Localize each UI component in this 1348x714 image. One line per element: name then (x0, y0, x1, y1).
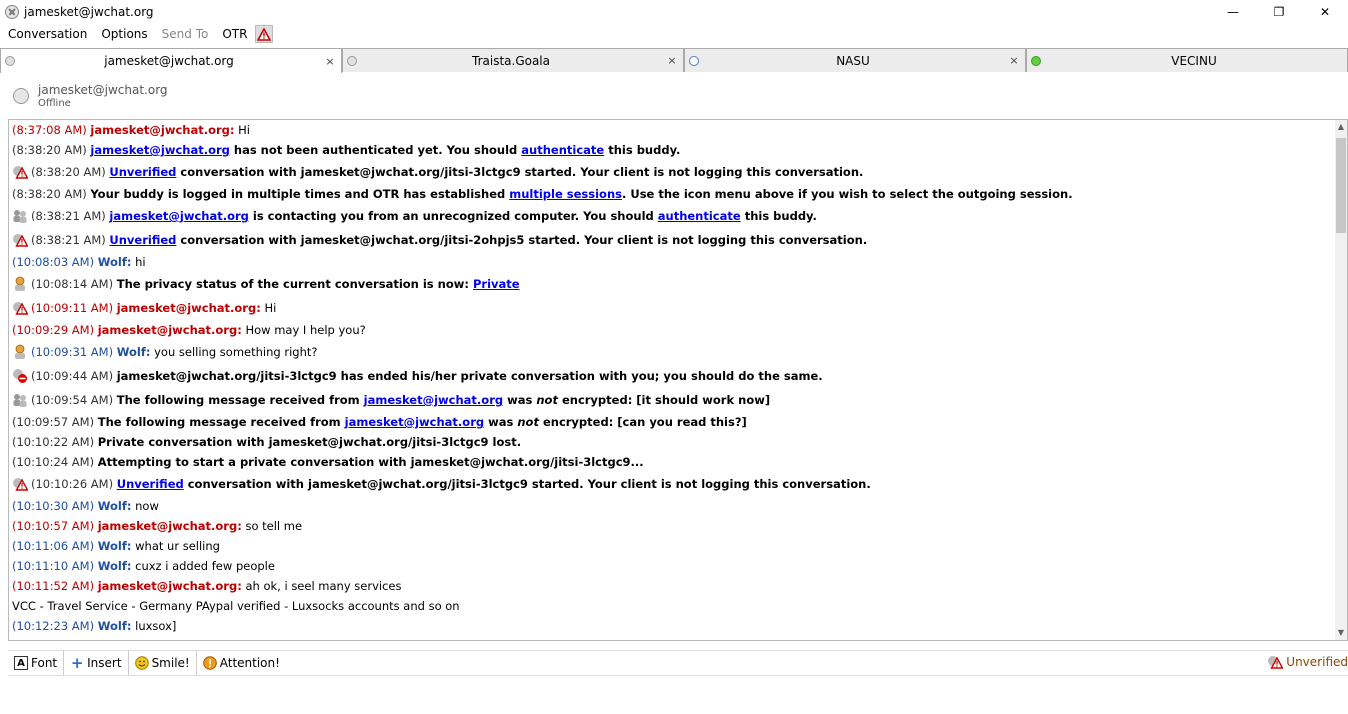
message-link[interactable]: multiple sessions (509, 187, 622, 201)
attention-label: Attention! (219, 656, 280, 670)
smiley-icon (135, 656, 149, 670)
buddy-status: Offline (38, 98, 71, 109)
menu-send-to[interactable]: Send To (161, 27, 209, 41)
message-sender: Wolf: (116, 345, 151, 359)
message-timestamp: (8:37:08 AM) (12, 123, 87, 137)
message-text: cuxz i added few people (131, 559, 275, 573)
message-timestamp: (8:38:20 AM) (12, 187, 87, 201)
message-text: Hi (260, 301, 277, 315)
message-text: luxsox] (131, 619, 177, 633)
message-timestamp: (10:10:22 AM) (12, 435, 95, 449)
system-text: not (536, 393, 558, 407)
message-timestamp: (10:10:30 AM) (12, 499, 95, 513)
app-icon (5, 5, 19, 19)
message-timestamp: (10:08:03 AM) (12, 255, 95, 269)
system-text: was (484, 415, 518, 429)
message-timestamp: (10:08:14 AM) (31, 277, 114, 291)
message-text: so tell me (241, 519, 303, 533)
scroll-up-icon[interactable]: ▲ (1337, 122, 1345, 131)
message-row (12, 300, 276, 316)
message-timestamp: (10:09:29 AM) (12, 323, 95, 337)
online-status-icon (1031, 56, 1041, 66)
warning-icon[interactable] (12, 300, 28, 316)
system-text: Your buddy is logged in multiple times and OTR has established (90, 187, 510, 201)
message-timestamp: (10:09:31 AM) (31, 345, 114, 359)
message-text: hi (131, 255, 146, 269)
warning-icon[interactable] (12, 476, 28, 492)
conversation-log[interactable] (8, 119, 1348, 641)
tab-label: NASU (836, 53, 870, 68)
message-row (12, 322, 366, 338)
message-timestamp: (10:12:23 AM) (12, 619, 95, 633)
message-timestamp: (8:38:21 AM) (31, 233, 106, 247)
plus-icon: + (70, 654, 84, 672)
message-timestamp: (10:11:06 AM) (12, 539, 95, 553)
message-sender: jamesket@jwchat.org: (97, 519, 242, 533)
system-text: has not been authenticated yet. You should (229, 143, 522, 157)
tab-label: jamesket@jwchat.org (104, 54, 234, 68)
message-timestamp: (10:10:57 AM) (12, 519, 95, 533)
system-text: conversation with jamesket@jwchat.org/jitsi-2ohpjs5 started. Your client is not logging this conversation. (176, 233, 868, 247)
message-row (12, 598, 460, 614)
tab-nasu[interactable] (684, 48, 1026, 72)
message-row (12, 538, 220, 554)
system-text: conversation with jamesket@jwchat.org/jitsi-3lctgc9 started. Your client is not logging this conversation. (183, 477, 871, 491)
buddy-info (0, 80, 1348, 118)
message-timestamp: (8:38:20 AM) (12, 143, 87, 157)
tab-close-icon[interactable]: × (1009, 54, 1019, 67)
message-link[interactable]: jamesket@jwchat.org (109, 209, 249, 223)
message-text: now (131, 499, 159, 513)
message-row (12, 518, 302, 534)
system-text: The privacy status of the current conversation is now: (116, 277, 473, 291)
message-row (12, 414, 747, 430)
offline-status-icon (347, 56, 357, 66)
users-icon[interactable] (12, 208, 28, 224)
message-timestamp: (10:11:10 AM) (12, 559, 95, 573)
message-row (12, 558, 275, 574)
warning-icon[interactable] (12, 232, 28, 248)
message-row (12, 392, 770, 408)
title-bar (0, 0, 1348, 24)
restore-button[interactable]: ❐ (1273, 5, 1285, 19)
message-link[interactable]: jamesket@jwchat.org (344, 415, 485, 429)
message-sender: Wolf: (97, 499, 132, 513)
otr-warning-icon (1267, 655, 1283, 669)
system-text: The following message received from (116, 393, 364, 407)
message-sender: Wolf: (97, 255, 132, 269)
system-text: encrypted: [it should work now] (557, 393, 771, 407)
window-title: jamesket@jwchat.org (24, 5, 154, 19)
message-input[interactable] (8, 677, 1348, 714)
message-timestamp: (10:09:57 AM) (12, 415, 95, 429)
message-row (12, 368, 823, 384)
scroll-thumb[interactable] (1336, 138, 1346, 233)
message-sender: jamesket@jwchat.org: (97, 579, 242, 593)
warning-icon[interactable] (12, 164, 28, 180)
message-link[interactable]: Unverified (116, 477, 184, 491)
otr-status-label: Unverified (1286, 655, 1348, 669)
message-timestamp: (8:38:21 AM) (31, 209, 106, 223)
system-text: encrypted: [can you read this?] (538, 415, 747, 429)
message-row (12, 578, 402, 594)
message-timestamp: (8:38:20 AM) (31, 165, 106, 179)
minimize-button[interactable]: — (1227, 5, 1239, 19)
message-row (12, 142, 680, 158)
font-label: Font (31, 656, 58, 670)
message-link[interactable]: Private (472, 277, 520, 291)
buddy-name: jamesket@jwchat.org (38, 83, 168, 97)
message-row (12, 434, 521, 450)
attention-button[interactable] (197, 651, 286, 675)
tab-close-icon[interactable]: × (325, 54, 335, 68)
system-text: this buddy. (740, 209, 817, 223)
tab-traista-goala[interactable] (342, 48, 684, 72)
menu-bar (0, 24, 1348, 44)
system-text: was (503, 393, 537, 407)
otr-warning-icon[interactable] (255, 25, 273, 43)
insert-button[interactable] (64, 651, 128, 675)
system-text: not (517, 415, 539, 429)
message-timestamp: (10:09:44 AM) (31, 369, 114, 383)
message-link[interactable]: Unverified (109, 165, 177, 179)
format-toolbar (8, 650, 1348, 676)
tab-vecinu[interactable] (1026, 48, 1348, 72)
message-timestamp: (10:09:54 AM) (31, 393, 114, 407)
message-sender: Wolf: (97, 539, 132, 553)
insert-label: Insert (87, 656, 122, 670)
message-row (12, 254, 146, 270)
private-icon[interactable] (12, 344, 28, 360)
private-icon[interactable] (12, 276, 28, 292)
offline-status-icon (5, 56, 15, 66)
message-text: VCC - Travel Service - Germany PAypal verified - Luxsocks accounts and so on (12, 599, 460, 613)
window-controls (1210, 0, 1348, 24)
system-text: Attempting to start a private conversation with jamesket@jwchat.org/jitsi-3lctgc9... (97, 455, 644, 469)
message-sender: Wolf: (97, 619, 132, 633)
ended-icon[interactable] (12, 368, 28, 384)
system-text: is contacting you from an unrecognized computer. You should (248, 209, 658, 223)
message-row (12, 454, 644, 470)
system-text: . Use the icon menu above if you wish to select the outgoing session. (621, 187, 1073, 201)
system-text: jamesket@jwchat.org/jitsi-3lctgc9 has ended his/her private conversation with you; you should do the same. (116, 369, 823, 383)
menu-options[interactable]: Options (101, 27, 148, 41)
system-text: The following message received from (97, 415, 345, 429)
away-clock-icon (689, 56, 699, 66)
menu-conversation[interactable]: Conversation (8, 27, 88, 41)
tab-jamesket[interactable] (0, 48, 342, 73)
system-text: Private conversation with jamesket@jwchat.org/jitsi-3lctgc9 lost. (97, 435, 522, 449)
buddy-offline-icon (13, 88, 29, 104)
font-icon: A (14, 656, 28, 670)
menu-otr[interactable]: OTR (222, 27, 248, 41)
attention-icon (203, 656, 217, 670)
message-sender: Wolf: (97, 559, 132, 573)
message-text: Hi (234, 123, 250, 137)
scroll-down-icon[interactable]: ▼ (1337, 628, 1345, 637)
tab-label: Traista.Goala (472, 53, 550, 68)
message-text: ah ok, i seel many services (241, 579, 402, 593)
message-link[interactable]: authenticate (657, 209, 741, 223)
otr-status-button[interactable] (1267, 655, 1348, 669)
smile-label: Smile! (151, 656, 190, 670)
message-sender: jamesket@jwchat.org: (116, 301, 261, 315)
message-row (12, 618, 176, 634)
message-link[interactable]: Unverified (109, 233, 177, 247)
message-row (12, 498, 159, 514)
message-row (12, 344, 317, 360)
users-icon[interactable] (12, 392, 28, 408)
smile-button[interactable] (129, 651, 197, 675)
font-button[interactable] (8, 651, 64, 675)
message-row (12, 164, 863, 180)
message-row (12, 276, 520, 292)
close-button[interactable]: ✕ (1319, 5, 1331, 19)
message-row (12, 186, 1073, 202)
tab-label: VECINU (1171, 53, 1217, 68)
message-row (12, 476, 871, 492)
message-timestamp: (10:11:52 AM) (12, 579, 95, 593)
message-text: what ur selling (131, 539, 220, 553)
message-text: you selling something right? (150, 345, 318, 359)
message-text: How may I help you? (241, 323, 366, 337)
message-row (12, 122, 250, 138)
message-link[interactable]: jamesket@jwchat.org (363, 393, 504, 407)
message-timestamp: (10:10:26 AM) (31, 477, 114, 491)
system-text: conversation with jamesket@jwchat.org/jitsi-3lctgc9 started. Your client is not logging this conversation. (176, 165, 864, 179)
message-timestamp: (10:10:24 AM) (12, 455, 95, 469)
message-link[interactable]: authenticate (521, 143, 605, 157)
message-sender: jamesket@jwchat.org: (90, 123, 235, 137)
message-timestamp: (10:09:11 AM) (31, 301, 114, 315)
tab-close-icon[interactable]: × (667, 54, 677, 67)
system-text: this buddy. (604, 143, 681, 157)
conversation-scrollbar[interactable] (1335, 120, 1347, 640)
message-sender: jamesket@jwchat.org: (97, 323, 242, 337)
message-link[interactable]: jamesket@jwchat.org (90, 143, 230, 157)
message-row (12, 208, 817, 224)
message-row (12, 232, 867, 248)
tab-bar (0, 48, 1348, 72)
